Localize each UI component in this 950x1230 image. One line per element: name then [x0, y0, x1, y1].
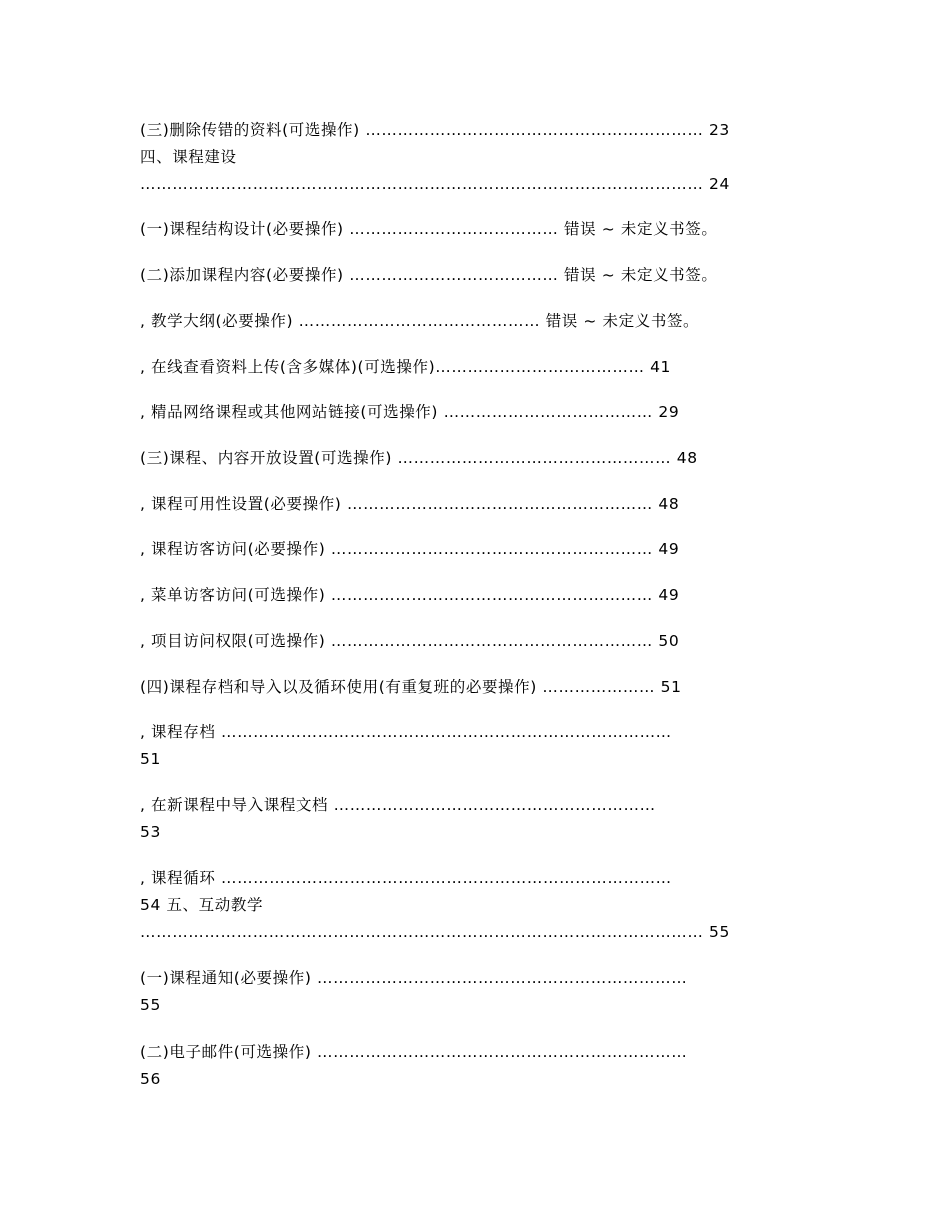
toc-line: , 课程访客访问(必要操作) …………………………………………………… 49 [140, 540, 680, 558]
toc-line: , 在线查看资料上传(含多媒体)(可选操作)………………………………… 41 [140, 358, 671, 376]
toc-line: (三)删除传错的资料(可选操作) ……………………………………………………… 23 [140, 121, 730, 139]
toc-line: 51 [140, 750, 161, 768]
toc-line: 四、课程建设 [140, 148, 237, 166]
toc-line: …………………………………………………………………………………………… 24 [140, 175, 730, 193]
toc-line: (四)课程存档和导入以及循环使用(有重复班的必要操作) ………………… 51 [140, 678, 682, 696]
toc-line: , 课程存档 ………………………………………………………………………… [140, 723, 672, 741]
toc-line: (二)电子邮件(可选操作) …………………………………………………………… [140, 1043, 688, 1061]
toc-line: , 精品网络课程或其他网站链接(可选操作) ………………………………… 29 [140, 403, 680, 421]
toc-line: 54 五、互动教学 [140, 896, 264, 914]
toc-line: 55 [140, 996, 161, 1014]
toc-line: (一)课程通知(必要操作) …………………………………………………………… [140, 969, 688, 987]
toc-line: , 菜单访客访问(可选操作) …………………………………………………… 49 [140, 586, 680, 604]
toc-line: , 课程可用性设置(必要操作) ………………………………………………… 48 [140, 495, 680, 513]
toc-line: , 项目访问权限(可选操作) …………………………………………………… 50 [140, 632, 680, 650]
toc-line: 56 [140, 1070, 161, 1088]
toc-line: , 在新课程中导入课程文档 …………………………………………………… [140, 796, 656, 814]
toc-line: , 教学大纲(必要操作) ……………………………………… 错误 ~ 未定义书签。 [140, 312, 700, 330]
toc-line: 53 [140, 823, 161, 841]
toc-line: …………………………………………………………………………………………… 55 [140, 923, 730, 941]
toc-line: (二)添加课程内容(必要操作) ………………………………… 错误 ~ 未定义书签。 [140, 266, 718, 284]
toc-line: (三)课程、内容开放设置(可选操作) …………………………………………… 48 [140, 449, 698, 467]
toc-line: (一)课程结构设计(必要操作) ………………………………… 错误 ~ 未定义书签。 [140, 220, 718, 238]
toc-line: , 课程循环 ………………………………………………………………………… [140, 869, 672, 887]
